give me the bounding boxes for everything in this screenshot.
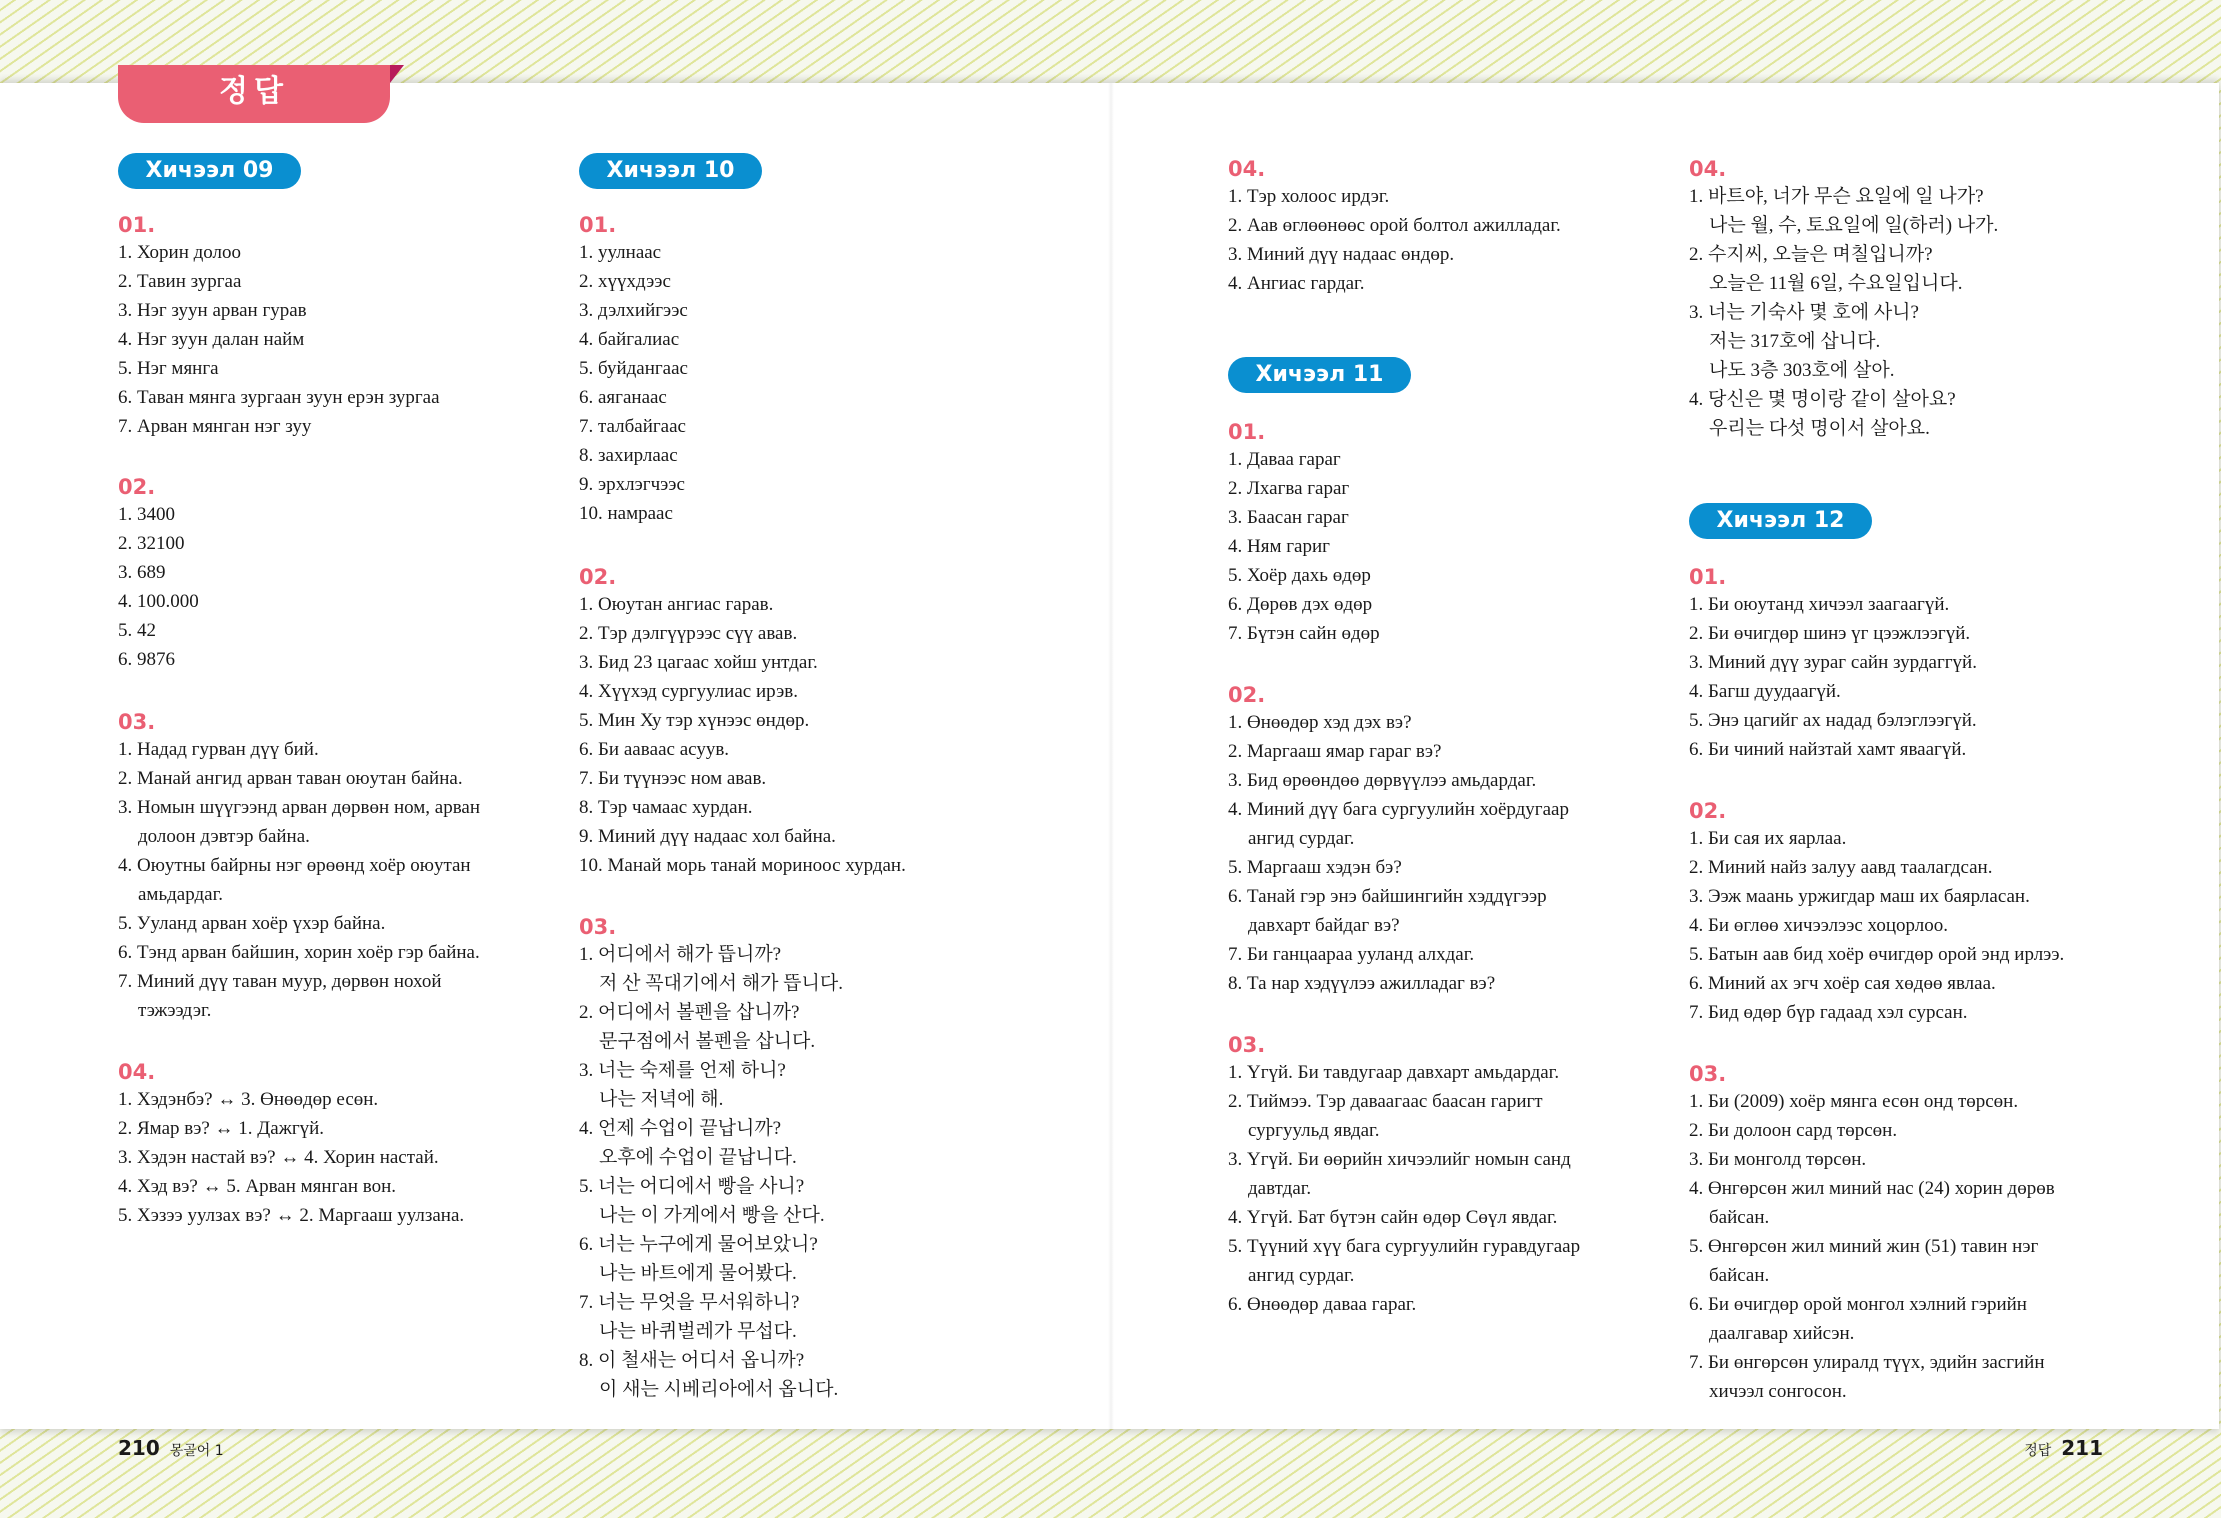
answer-line: 6. Би чиний найзтай хамт яваагүй. [1689,739,1967,760]
answer-line: 1. 3400 [118,504,175,525]
answer-item [1689,298,1998,385]
answer-item [1689,1116,2055,1145]
lesson-badge-10: Хичээл 10 [579,153,762,189]
answer-item [579,238,688,267]
answer-continuation: амьдардаг. [138,884,223,905]
answer-item [579,940,843,998]
lesson-badge-12: Хичээл 12 [1689,503,1872,539]
answer-line: 7. 너는 무엇을 무서워하니? [579,1292,800,1313]
answer-line: 3. 너는 기숙사 몇 호에 사니? [1689,302,1919,323]
answer-item [1689,1174,2055,1232]
answer-item [118,296,440,325]
exercise-label: 02. [1689,799,1727,823]
answer-line: 3. 너는 숙제를 언제 하니? [579,1060,786,1081]
exercise-09-03 [118,705,480,1025]
answer-line: 6. Би өчигдөр орой монгол хэлний гэрийн [1689,1294,2027,1315]
answer-item [1228,619,1380,648]
answer-continuation: ангид сурдаг. [1248,828,1355,849]
answer-item [579,1346,843,1404]
answer-item [1689,590,1977,619]
answer-line: 3. Миний дүү зураг сайн зурдаггүй. [1689,652,1977,673]
answer-line: 2. Лхагва гараг [1228,478,1350,499]
answer-line: 4. Өнгөрсөн жил миний нас (24) хорин дөрөв [1689,1178,2055,1199]
answer-item [579,470,688,499]
answer-item [579,590,906,619]
answer-line: 1. Даваа гараг [1228,449,1341,470]
answer-line: 5. Өнгөрсөн жил миний жин (51) тавин нэг [1689,1236,2039,1257]
exercise-label: 03. [1689,1062,1727,1086]
answer-item [579,1288,843,1346]
answer-item [1228,240,1561,269]
answer-list [579,590,906,880]
exercise-11-01 [1228,415,1380,648]
lesson-badge-11: Хичээл 11 [1228,357,1411,393]
answer-line: 4. 언제 수업이 끝납니까? [579,1118,782,1139]
answer-continuation: байсан. [1709,1265,1770,1286]
exercise-label: 01. [118,213,156,237]
answer-item [1228,503,1380,532]
answer-list [118,735,480,1025]
answer-item [1228,532,1380,561]
answer-item [118,267,440,296]
answer-line: 6. 9876 [118,649,175,670]
tab-fold [390,65,404,83]
answer-list [579,940,843,1404]
answer-line: 3. Ээж маань уржигдар маш их баярласан. [1689,886,2030,907]
page-number-right: 211 [2061,1436,2103,1460]
answer-line: 6. аяганаас [579,387,667,408]
answer-continuation: сургуульд явдаг. [1248,1120,1380,1141]
exercise-12-02 [1689,794,2064,1027]
answer-item [1689,735,1977,764]
answer-continuation: 나는 바트에게 물어봤다. [599,1263,797,1284]
answer-line: 6. Би аавaас асуув. [579,739,730,760]
answer-line: 2. Тиймээ. Тэр даваагаас баасан гаригт [1228,1091,1543,1112]
answer-line: 2. 수지씨, 오늘은 며칠입니까? [1689,244,1933,265]
answer-item [118,967,480,1025]
answer-item [579,619,906,648]
answer-item [118,1201,464,1230]
answer-continuation: долоон дэвтэр байна. [138,826,310,847]
answer-line: 5. Нэг мянга [118,358,219,379]
answer-item [1689,882,2064,911]
answer-continuation: давхарт байдаг вэ? [1248,915,1400,936]
answer-item [1228,211,1561,240]
answer-line: 1. уулнаас [579,242,662,263]
answer-line: 8. Тэр чамаас хурдан. [579,797,753,818]
answer-item [118,616,199,645]
answer-line: 1. Хорин долоо [118,242,242,263]
answer-item [118,500,199,529]
answer-line: 2. 어디에서 볼펜을 삽니까? [579,1002,800,1023]
answer-item [579,677,906,706]
answer-line: 3. Баасан гараг [1228,507,1349,528]
exercise-label: 03. [118,710,156,734]
answer-line: 4. 당신은 몇 명이랑 같이 살아요? [1689,389,1956,410]
answer-item [1689,853,2064,882]
answer-line: 4. Оюутны байрны нэг өрөөнд хоёр оюутан [118,855,471,876]
answer-list [118,500,199,674]
answer-line: 3. 689 [118,562,166,583]
answer-continuation: 나는 바퀴벌레가 무섭다. [599,1321,797,1342]
answer-item [579,441,688,470]
answer-item [1228,969,1569,998]
answer-item [118,735,480,764]
answer-item [118,851,480,909]
answer-item [1228,561,1380,590]
answer-line: 6. Тэнд арван байшин, хорин хоёр гэр байна. [118,942,480,963]
answer-item [579,1056,843,1114]
answer-line: 6. Миний ах эгч хоёр сая хөдөө явлаа. [1689,973,1996,994]
exercise-11-03 [1228,1028,1580,1319]
exercise-label: 04. [1228,157,1266,181]
answer-continuation: 우리는 다섯 명이서 살아요. [1709,418,1930,439]
answer-line: 8. 이 철새는 어디서 옵니까? [579,1350,805,1371]
answer-line: 1. Үгүй. Би тавдугаар давхарт амьдардаг. [1228,1062,1560,1083]
answer-item [118,412,440,441]
answer-line: 9. эрхлэгчээс [579,474,685,495]
answer-item [579,1172,843,1230]
answer-list [1228,1058,1580,1319]
answer-item [1689,182,1998,240]
answer-item [1228,882,1569,940]
answer-line: 5. Ууланд арван хоёр үхэр байна. [118,913,386,934]
answer-line: 2. Аав өглөөнөөс орой болтол ажилладаг. [1228,215,1561,236]
answer-item [579,822,906,851]
answer-item [1689,824,2064,853]
answer-line: 5. 너는 어디에서 빵을 사니? [579,1176,805,1197]
answer-line: 5. Түүний хүү бага сургуулийн гуравдугаар [1228,1236,1581,1257]
answer-list [118,1085,464,1230]
answer-item [118,1172,464,1201]
answer-item [579,1230,843,1288]
answer-line: 1. Тэр холоос ирдэг. [1228,186,1390,207]
answer-line: 9. Миний дүү надаас хол байна. [579,826,836,847]
answer-line: 10. Манай морь танай мориноос хурдан. [579,855,906,876]
answer-continuation: ангид сурдаг. [1248,1265,1355,1286]
exercise-label: 01. [579,213,617,237]
answer-item [1228,1058,1580,1087]
exercise-label: 01. [1228,420,1266,444]
answer-line: 5. 42 [118,620,156,641]
answer-continuation: 나는 이 가게에서 빵을 산다. [599,1205,825,1226]
answer-continuation: байсан. [1709,1207,1770,1228]
answer-line: 5. Энэ цагийг ах надад бэлэглээгүй. [1689,710,1977,731]
answer-item [579,267,688,296]
answer-item [1689,1145,2055,1174]
book-spine [1108,83,1114,1429]
answer-item [579,648,906,677]
book-title: 몽골어 1 [169,1443,224,1459]
answer-item [579,296,688,325]
answer-item [1689,677,1977,706]
answer-item [579,1114,843,1172]
answer-item [1228,940,1569,969]
answer-line: 4. Би өглөө хичээлээс хоцорлоо. [1689,915,1948,936]
answer-line: 5. Хэзээ уулзах вэ? ↔ 2. Маргааш уулзана. [118,1205,465,1226]
answer-line: 4. Ангиас гардаг. [1228,273,1365,294]
answer-item [1228,853,1569,882]
answer-line: 2. Манай ангид арван таван оюутан байна. [118,768,463,789]
exercise-10-03 [579,910,843,1404]
answer-list [1689,590,1977,764]
answer-item [1228,1145,1580,1203]
answer-item [1689,1232,2055,1290]
answer-continuation: 오후에 수업이 끝납니다. [599,1147,797,1168]
answer-item [579,998,843,1056]
answer-item [1689,1290,2055,1348]
answer-line: 6. Өнөөдөр даваа гараг. [1228,1294,1417,1315]
lesson-badge-09: Хичээл 09 [118,153,301,189]
answer-line: 2. Би өчигдөр шинэ үг цээжлээгүй. [1689,623,1971,644]
answer-line: 3. Нэг зуун арван гурав [118,300,307,321]
answer-line: 1. Оюутан ангиас гарав. [579,594,774,615]
answer-line: 1. Хэдэнбэ? ↔ 3. Өнөөдөр есөн. [118,1089,379,1110]
answer-line: 4. Багш дуудаагүй. [1689,681,1841,702]
exercise-label: 02. [1228,683,1266,707]
answer-line: 7. Би ганцаараа ууланд алхдаг. [1228,944,1475,965]
answer-item [1228,269,1561,298]
answer-item [579,412,688,441]
answer-continuation: хичээл сонгосон. [1709,1381,1847,1402]
answer-list [1689,1087,2055,1406]
answer-list [1689,182,1998,443]
answer-item [1689,969,2064,998]
answer-item [1228,1290,1580,1319]
footer-right [2024,1436,2103,1460]
answer-continuation: 나는 월, 수, 토요일에 일(하러) 나가. [1709,215,1999,236]
exercise-12-03 [1689,1057,2055,1406]
answer-item [1228,1203,1580,1232]
answer-line: 2. Би долоон сард төрсөн. [1689,1120,1898,1141]
answer-item [118,354,440,383]
answer-line: 1. Би сая их яарлаа. [1689,828,1847,849]
answer-line: 4. 100.000 [118,591,199,612]
answer-item [118,1143,464,1172]
answer-line: 3. Миний дүү надаас өндөр. [1228,244,1455,265]
answer-line: 2. Тэр дэлгүүрээс сүү авав. [579,623,798,644]
answer-item [118,938,480,967]
exercise-label: 04. [118,1060,156,1084]
answer-line: 3. Үгүй. Би өөрийн хичээлийг номын санд [1228,1149,1571,1170]
answer-item [579,851,906,880]
exercise-label: 04. [1689,157,1727,181]
answer-line: 3. Хэдэн настай вэ? ↔ 4. Хорин настай. [118,1147,439,1168]
section-title: 정답 [2024,1443,2052,1459]
answer-item [1228,445,1380,474]
answer-line: 8. Та нар хэдүүлээ ажилладаг вэ? [1228,973,1496,994]
answer-item [1689,619,1977,648]
answer-item [118,1085,464,1114]
answer-continuation: 나는 저녁에 해. [599,1089,724,1110]
answer-item [118,238,440,267]
answer-item [118,558,199,587]
answer-line: 1. Өнөөдөр хэд дэх вэ? [1228,712,1412,733]
answer-item [1228,474,1380,503]
answer-item [1228,590,1380,619]
answer-item [1689,648,1977,677]
answer-line: 8. захирлаас [579,445,678,466]
answer-item [1228,766,1569,795]
answer-line: 7. Би түүнээс ном авав. [579,768,767,789]
answer-continuation: 저는 317호에 삽니다. [1709,331,1881,352]
exercise-11-04 [1689,152,1998,443]
answer-line: 4. Үгүй. Бат бүтэн сайн өдөр Сөүл явдаг. [1228,1207,1558,1228]
exercise-label: 02. [118,475,156,499]
answer-continuation: даалгавар хийсэн. [1709,1323,1855,1344]
answer-continuation: 오늘은 11월 6일, 수요일입니다. [1709,273,1963,294]
exercise-09-01 [118,208,440,441]
answer-item [1228,737,1569,766]
exercise-label: 03. [1228,1033,1266,1057]
answer-line: 6. Таван мянга зургаан зуун ерэн зургаа [118,387,440,408]
answer-line: 5. Батын аав бид хоёр өчигдөр орой энд ирлээ. [1689,944,2065,965]
answer-line: 5. буйдангаас [579,358,688,379]
answer-item [1228,1087,1580,1145]
answer-item [579,383,688,412]
answer-list [579,238,688,528]
answer-continuation: 저 산 꼭대기에서 해가 뜹니다. [599,973,843,994]
answer-line: 4. Миний дүү бага сургуулийн хоёрдугаар [1228,799,1569,820]
answer-line: 7. Бүтэн сайн өдөр [1228,623,1380,644]
answer-line: 1. Би оюутанд хичээл заагаагүй. [1689,594,1950,615]
answer-line: 2. Маргааш ямар гараг вэ? [1228,741,1442,762]
answer-item [1689,1087,2055,1116]
answer-line: 4. Ням гариг [1228,536,1330,557]
answer-line: 7. талбайгаас [579,416,686,437]
answer-item [1228,182,1561,211]
answer-line: 2. Ямар вэ? ↔ 1. Дажгүй. [118,1118,325,1139]
answer-key-title: 정답 [118,65,390,123]
answer-line: 6. 너는 누구에게 물어보았니? [579,1234,818,1255]
answer-line: 4. Хүүхэд сургуулиас ирэв. [579,681,798,702]
answer-item [1689,706,1977,735]
exercise-label: 02. [579,565,617,589]
answer-line: 1. Би (2009) хоёр мянга есөн онд төрсөн. [1689,1091,2019,1112]
answer-continuation: 이 새는 시베리아에서 옵니다. [599,1379,839,1400]
answer-continuation: 나도 3층 303호에 살아. [1709,360,1895,381]
answer-line: 5. Маргааш хэдэн бэ? [1228,857,1402,878]
answer-line: 7. Арван мянган нэг зуу [118,416,312,437]
answer-item [118,325,440,354]
answer-item [579,325,688,354]
answer-line: 3. Бид 23 цагаас хойш унтдаг. [579,652,818,673]
page-number-left: 210 [118,1436,160,1460]
answer-item [1228,795,1569,853]
answer-line: 3. Би монголд төрсөн. [1689,1149,1867,1170]
answer-list [1228,708,1569,998]
answer-list [1228,182,1561,298]
answer-item [118,764,480,793]
exercise-10-01 [579,208,688,528]
answer-item [118,587,199,616]
answer-line: 4. байгалиас [579,329,680,350]
answer-line: 7. Миний дүү таван муур, дөрвөн нохой [118,971,442,992]
answer-line: 3. дэлхийгээс [579,300,688,321]
answer-continuation: тэжээдэг. [138,1000,212,1021]
answer-line: 6. Дөрөв дэх өдөр [1228,594,1373,615]
answer-continuation: 문구점에서 볼펜을 삽니다. [599,1031,816,1052]
answer-line: 3. Бид өрөөндөө дөрвүүлээ амьдардаг. [1228,770,1537,791]
answer-line: 5. Хоёр дахь өдөр [1228,565,1371,586]
answer-line: 7. Би өнгөрсөн улиралд түүх, эдийн засгийн [1689,1352,2045,1373]
answer-item [118,383,440,412]
answer-continuation: давтдаг. [1248,1178,1312,1199]
answer-line: 1. Надад гурван дүү бий. [118,739,319,760]
answer-line: 4. Нэг зуун далан найм [118,329,305,350]
answer-list [1228,445,1380,648]
answer-item [1689,911,2064,940]
answer-line: 2. Тавин зургаа [118,271,242,292]
answer-item [1689,998,2064,1027]
footer-left [118,1436,224,1460]
exercise-label: 01. [1689,565,1727,589]
answer-item [579,499,688,528]
answer-list [118,238,440,441]
exercise-label: 03. [579,915,617,939]
answer-item [579,764,906,793]
answer-line: 2. 32100 [118,533,185,554]
answer-item [1689,1348,2055,1406]
answer-line: 1. 어디에서 해가 뜹니까? [579,944,782,965]
answer-item [579,354,688,383]
answer-list [1689,824,2064,1027]
answer-line: 4. Хэд вэ? ↔ 5. Арван мянган вон. [118,1176,396,1197]
answer-line: 10. намраас [579,503,673,524]
answer-line: 6. Танай гэр энэ байшингийн хэддүгээр [1228,886,1547,907]
answer-item [118,1114,464,1143]
answer-item [579,735,906,764]
answer-line: 7. Бид өдөр бүр гадаад хэл сурсан. [1689,1002,1968,1023]
answer-line: 5. Мин Ху тэр хүнээс өндөр. [579,710,810,731]
answer-item [579,706,906,735]
answer-item [579,793,906,822]
answer-item [118,909,480,938]
answer-item [118,793,480,851]
answer-line: 2. Миний найз залуу аавд таалагдсан. [1689,857,1993,878]
answer-item [1689,240,1998,298]
answer-item [1228,1232,1580,1290]
answer-line: 1. 바트야, 너가 무슨 요일에 일 나가? [1689,186,1984,207]
exercise-09-04 [118,1055,464,1230]
answer-item [1689,940,2064,969]
answer-line: 2. хүүхдээс [579,271,671,292]
answer-item [1689,385,1998,443]
exercise-10-02 [579,560,906,880]
answer-item [118,645,199,674]
exercise-12-01 [1689,560,1977,764]
exercise-10-04 [1228,152,1561,298]
answer-item [118,529,199,558]
answer-line: 3. Номын шүүгээнд арван дөрвөн ном, арван [118,797,481,818]
exercise-11-02 [1228,678,1569,998]
exercise-09-02 [118,470,199,674]
answer-item [1228,708,1569,737]
